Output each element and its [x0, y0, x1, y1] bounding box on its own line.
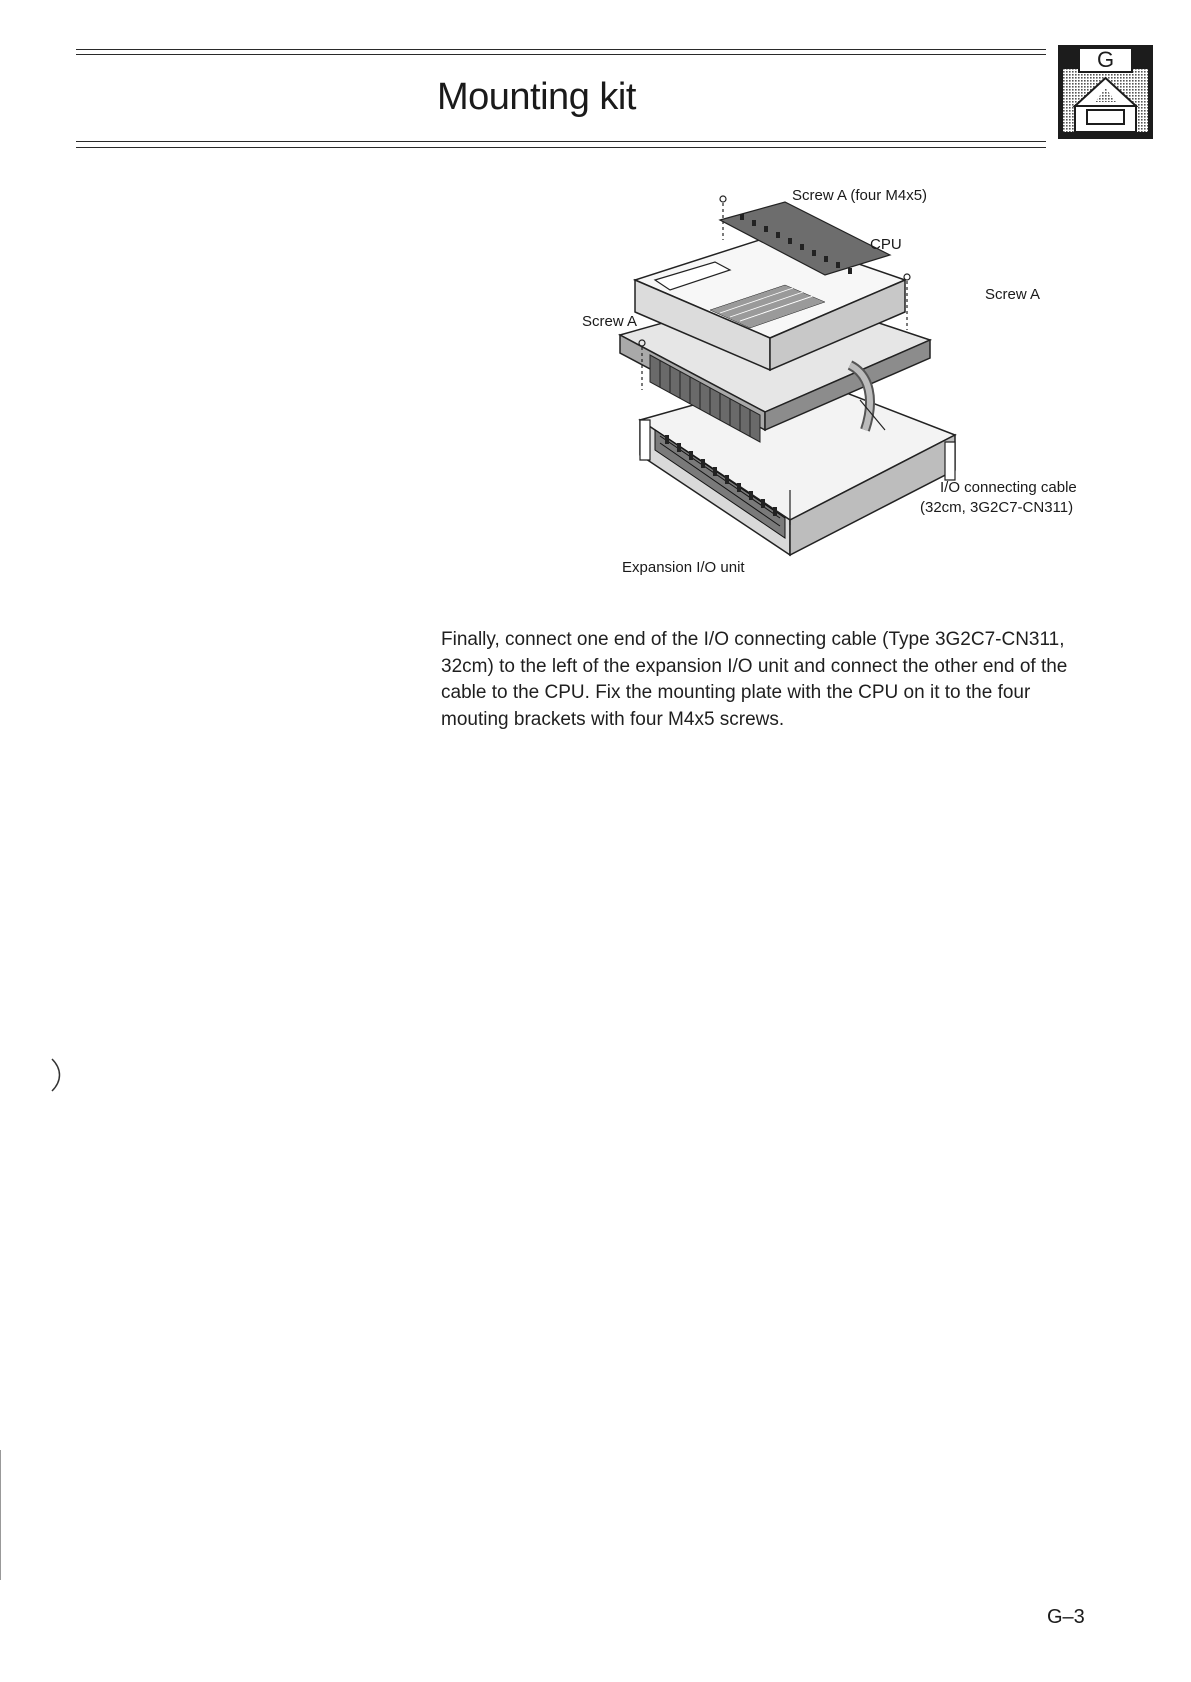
section-tab-letter: G: [1096, 47, 1115, 72]
header-rule-bottom-2: [76, 147, 1046, 148]
label-screw-a-right: Screw A: [985, 286, 1041, 303]
header-rule-top-1: [76, 49, 1046, 50]
section-tab-icon: [1057, 44, 1154, 140]
mounting-illustration: [560, 180, 1100, 595]
label-expansion-io-unit: Expansion I/O unit: [622, 559, 745, 576]
header-rule-bottom-1: [76, 141, 1046, 142]
label-screw-a-top: Screw A (four M4x5): [792, 187, 928, 204]
header-rule-top-2: [76, 54, 1046, 55]
page-number: G–3: [1047, 1606, 1085, 1628]
scan-left-edge-line: [0, 1450, 1, 1580]
page-title: Mounting kit: [437, 76, 636, 118]
label-screw-a-left: Screw A: [582, 313, 638, 330]
label-cable-line2: (32cm, 3G2C7-CN311): [920, 499, 1074, 516]
body-paragraph: Finally, connect one end of the I/O connecting cable (Type 3G2C7-CN311, 32cm) to the left of the expansion I/O unit and connect the other end of the cable to the CPU. Fix the mounting plate with the CPU on it to the four mouting brackets with four M4x5 screws.: [441, 629, 1068, 730]
label-cable-line1: I/O connecting cable: [940, 479, 1077, 496]
label-cpu: CPU: [870, 236, 902, 253]
scan-margin-mark: [48, 1055, 68, 1095]
